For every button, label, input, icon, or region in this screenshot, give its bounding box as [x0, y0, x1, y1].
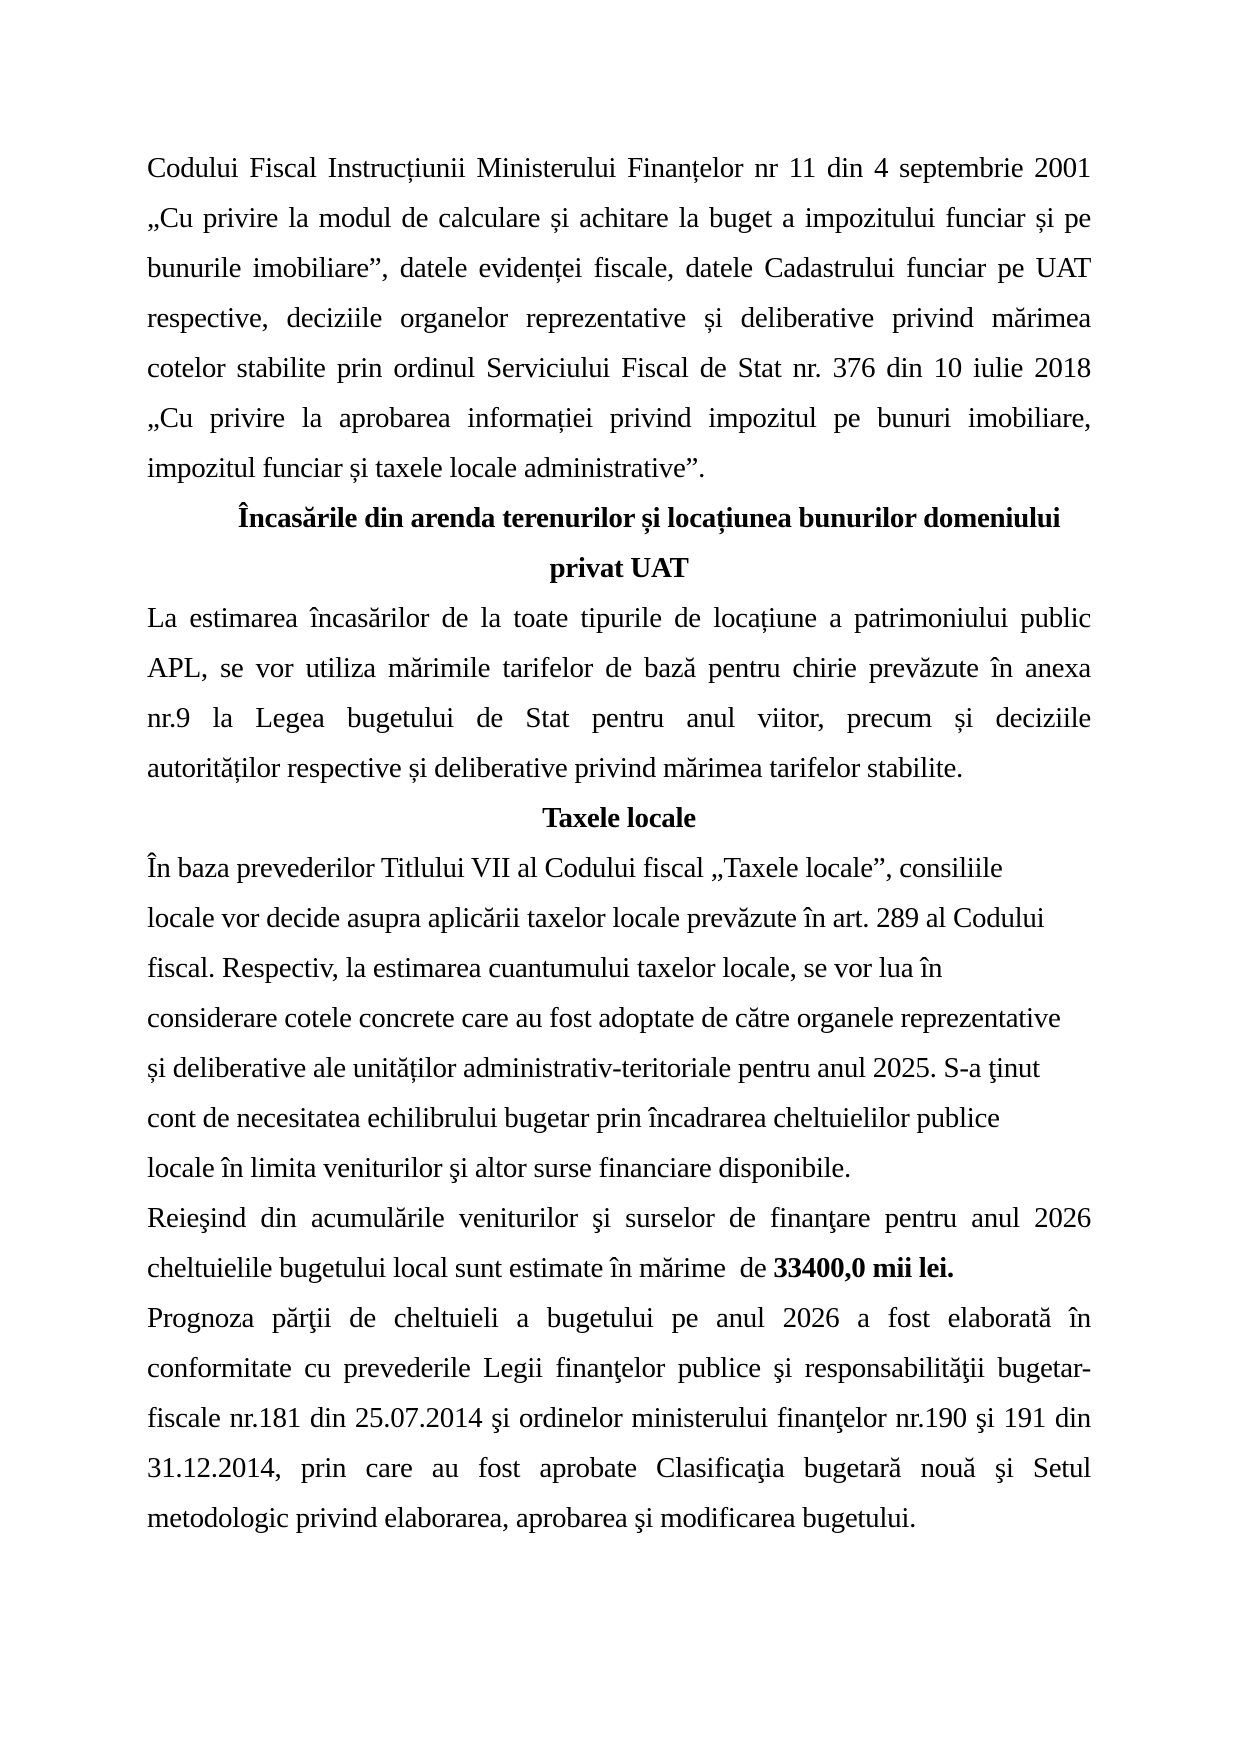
paragraph-estimare-incasari — [147, 593, 1091, 793]
paragraph-line: bunurile imobiliare”, datele evidenței fiscale, datele Cadastrului funciar pe UAT — [147, 252, 1091, 284]
paragraph-line: locale vor decide asupra aplicării taxelor locale prevăzute în art. 289 al Codului — [147, 902, 1045, 934]
heading-line: privat UAT — [549, 552, 689, 584]
paragraph-line: locale în limita veniturilor şi altor surse financiare disponibile. — [147, 1152, 851, 1184]
heading-taxele-locale — [147, 793, 1091, 843]
estimate-amount: 33400,0 mii lei. — [773, 1252, 954, 1284]
paragraph-line: conformitate cu prevederile Legii finanţelor publice şi responsabilităţii bugetar- — [147, 1352, 1091, 1384]
paragraph-line: cotelor stabilite prin ordinul Serviciului Fiscal de Stat nr. 376 din 10 iulie 2018 — [147, 352, 1091, 384]
paragraph-line: nr.9 la Legea bugetului de Stat pentru anul viitor, precum și deciziile — [147, 702, 1091, 734]
paragraph-cheltuieli-estimate — [147, 1193, 1091, 1293]
paragraph-line: La estimarea încasărilor de la toate tipurile de locațiune a patrimoniului public — [147, 602, 1091, 634]
paragraph-line: și deliberative ale unităților administrativ-teritoriale pentru anul 2025. S-a ţinut — [147, 1052, 1040, 1084]
paragraph-line: În baza prevederilor Titlului VII al Codului fiscal „Taxele locale”, consiliile — [147, 852, 1003, 884]
document-text-block — [147, 143, 1091, 1543]
paragraph-line: autorităților respective și deliberative privind mărimea tarifelor stabilite. — [147, 752, 963, 784]
paragraph-prognoza-cheltuieli — [147, 1293, 1091, 1543]
heading-incasarile-arenda — [147, 493, 1091, 593]
paragraph-line — [147, 1243, 1091, 1293]
paragraph-taxele-locale — [147, 843, 1091, 1193]
paragraph-line: cont de necesitatea echilibrului bugetar prin încadrarea cheltuielilor publice — [147, 1102, 1000, 1134]
paragraph-line: respective, deciziile organelor reprezentative și deliberative privind mărimea — [147, 302, 1091, 334]
paragraph-line: considerare cotele concrete care au fost adoptate de către organele reprezentative — [147, 1002, 1061, 1034]
paragraph-line: 31.12.2014, prin care au fost aprobate Clasificaţia bugetară nouă şi Setul — [147, 1452, 1091, 1484]
paragraph-line: Prognoza părţii de cheltuieli a bugetului pe anul 2026 a fost elaborată în — [147, 1302, 1091, 1334]
paragraph-line: „Cu privire la modul de calculare și achitare la buget a impozitului funciar și pe — [147, 202, 1091, 234]
paragraph-line: APL, se vor utiliza mărimile tarifelor de bază pentru chirie prevăzute în anexa — [147, 652, 1091, 684]
paragraph-line: impozitul funciar și taxele locale administrative”. — [147, 452, 706, 484]
paragraph-line: Reieşind din acumulările veniturilor şi surselor de finanţare pentru anul 2026 — [147, 1202, 1091, 1234]
paragraph-line: fiscal. Respectiv, la estimarea cuantumului taxelor locale, se vor lua în — [147, 952, 943, 984]
paragraph-line: fiscale nr.181 din 25.07.2014 şi ordinelor ministerului finanţelor nr.190 şi 191 din — [147, 1402, 1091, 1434]
estimate-text: cheltuielile bugetului local sunt estimate în mărime de — [147, 1252, 774, 1284]
heading-line: Taxele locale — [542, 802, 696, 834]
heading-line: Încasările din arenda terenurilor și locațiunea bunurilor domeniului — [237, 502, 1061, 534]
paragraph-line: „Cu privire la aprobarea informației privind impozitul pe bunuri imobiliare, — [147, 402, 1091, 434]
paragraph-fiscal-code-sources — [147, 143, 1091, 493]
paragraph-line: metodologic privind elaborarea, aprobarea şi modificarea bugetului. — [147, 1502, 917, 1534]
paragraph-line: Codului Fiscal Instrucțiunii Ministerului Finanțelor nr 11 din 4 septembrie 2001 — [147, 152, 1091, 184]
